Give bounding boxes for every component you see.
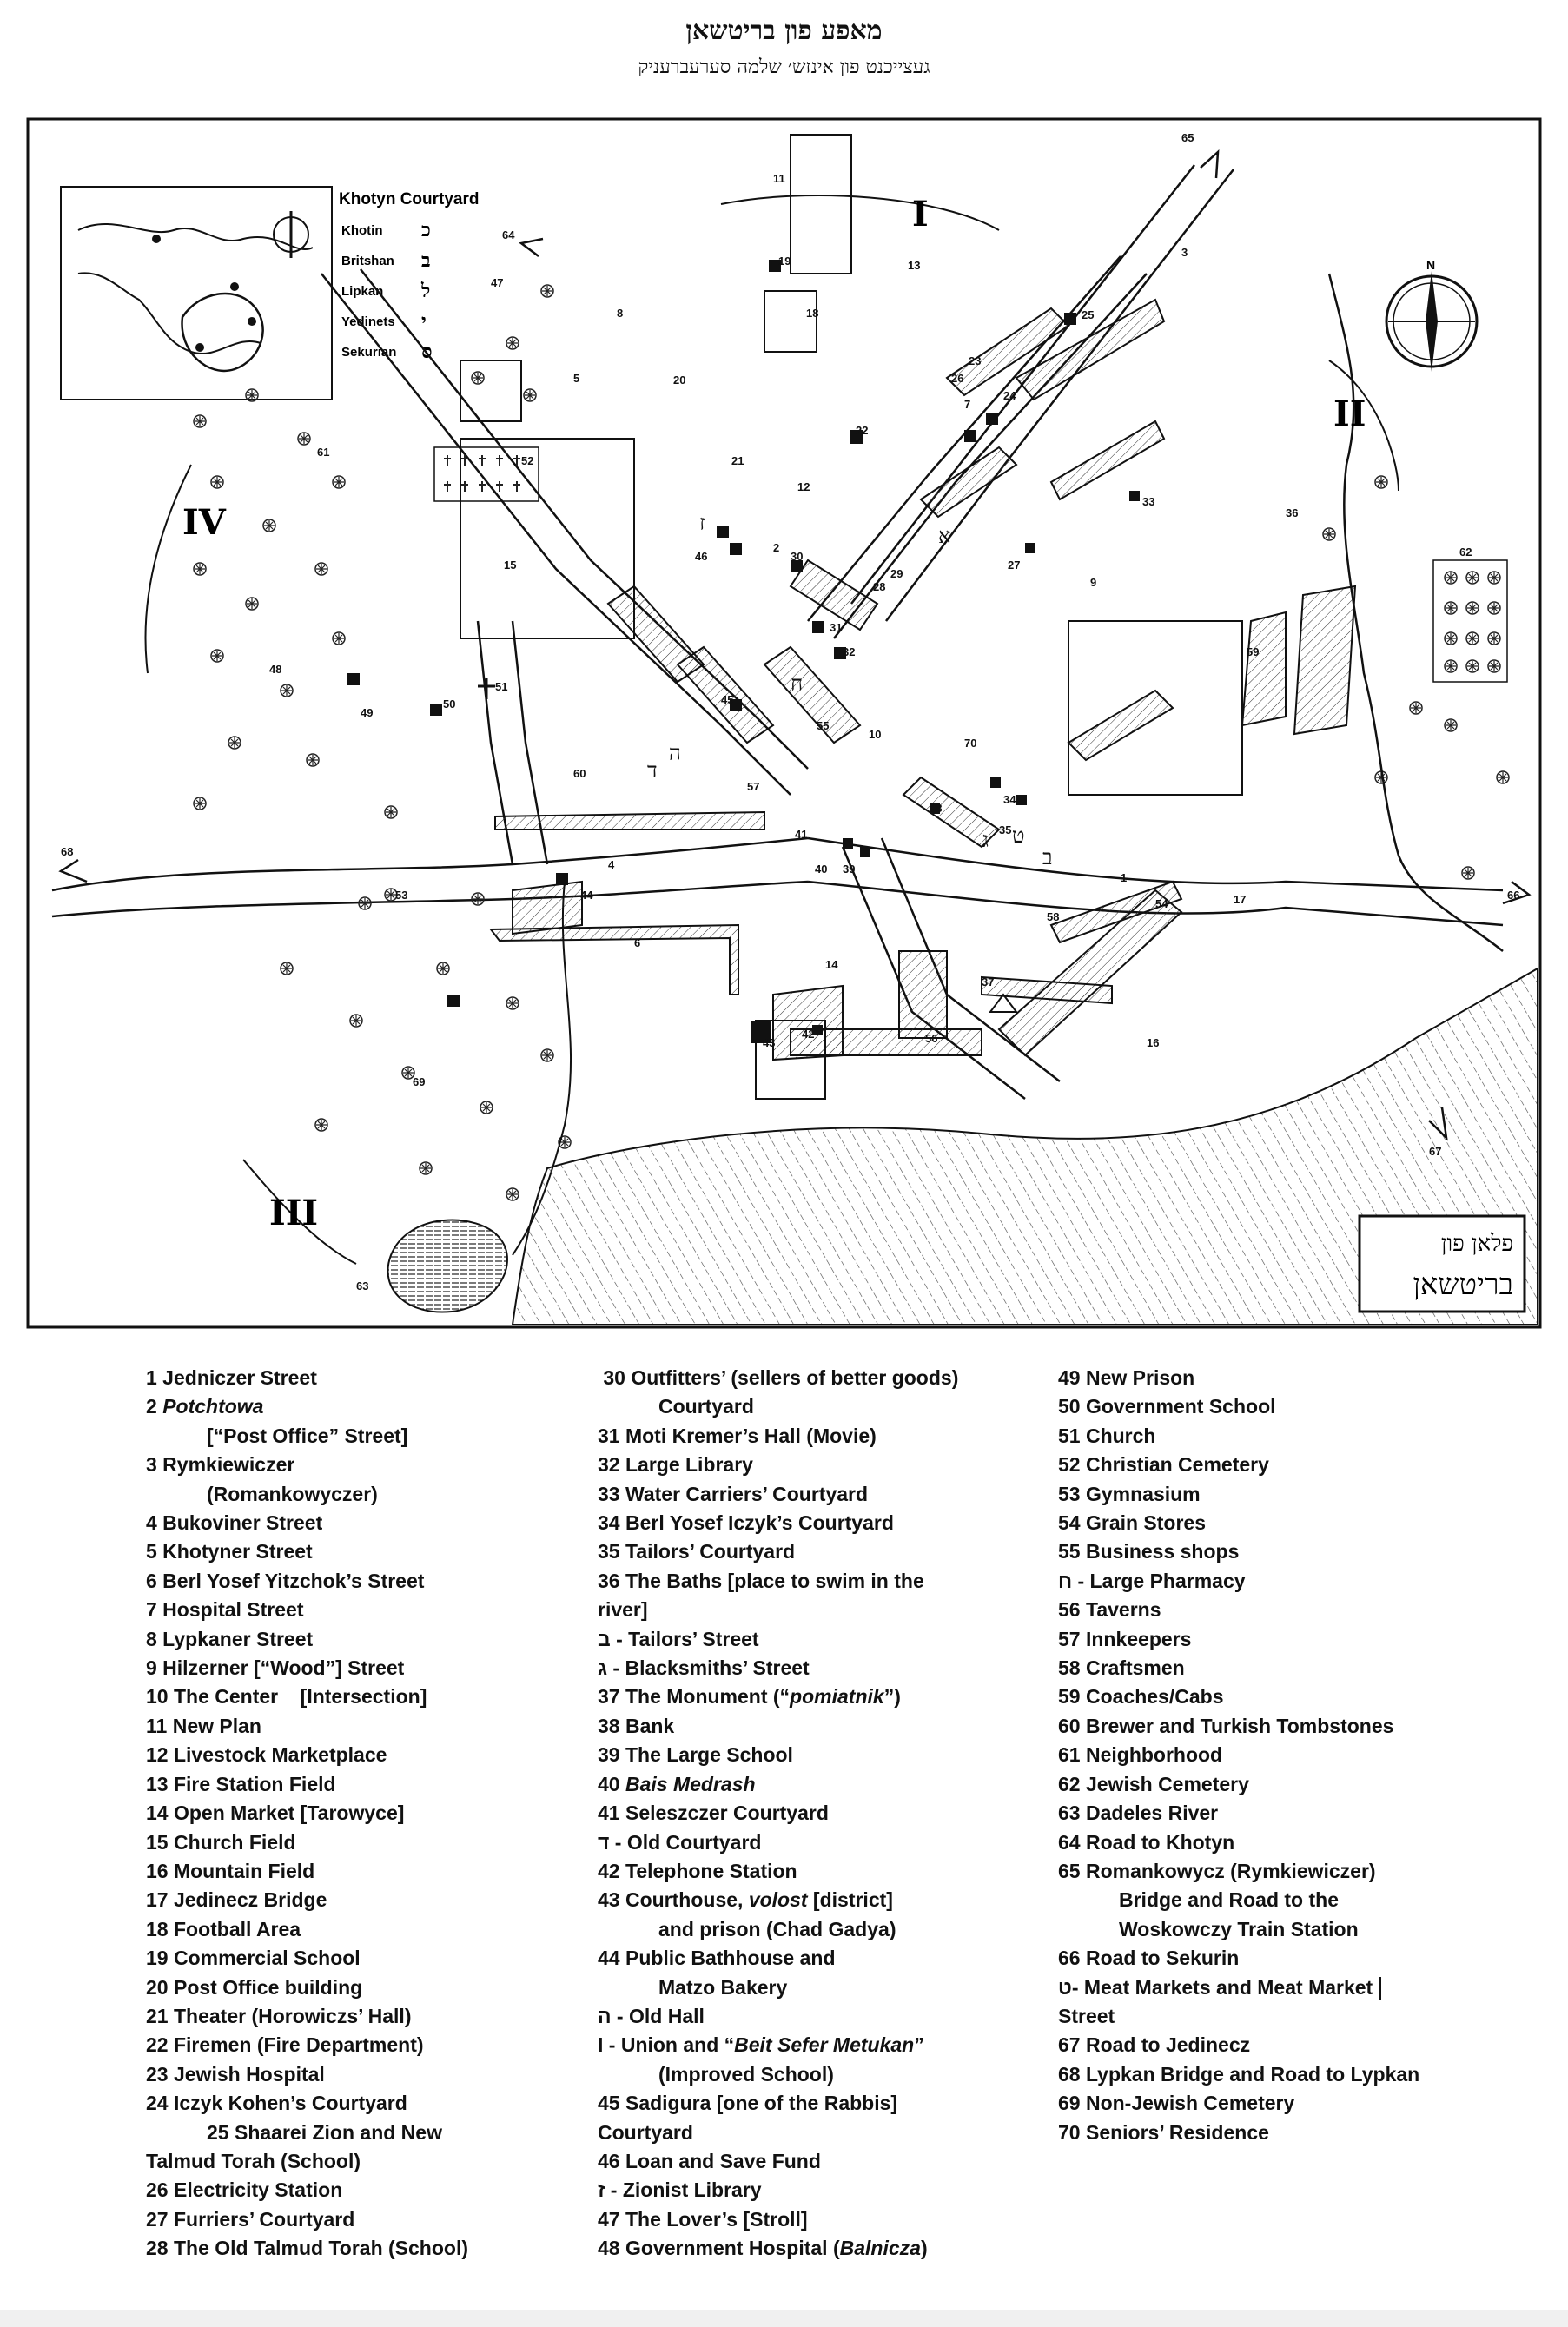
inset-item-name: Britshan: [341, 254, 394, 268]
label-3: 3: [1181, 246, 1188, 259]
town-map: [26, 117, 1542, 1329]
label-70: 70: [964, 737, 977, 750]
legend-italic: Balnicza: [839, 2237, 921, 2260]
roman-iii: III: [269, 1193, 319, 1233]
label-65: 65: [1181, 131, 1194, 144]
legend-item: 9 Hilzerner [“Wood”] Street: [146, 1656, 405, 1680]
legend-item: 52 Christian Cemetery: [1058, 1453, 1269, 1477]
legend-item: 66 Road to Sekurin: [1058, 1947, 1240, 1970]
label-20: 20: [673, 374, 686, 387]
legend-item: 13 Fire Station Field: [146, 1772, 336, 1795]
label-38: 38: [930, 802, 943, 815]
label-4: 4: [608, 858, 615, 871]
label-56: 56: [925, 1032, 938, 1045]
legend-item: (Improved School): [658, 2062, 834, 2086]
label-68: 68: [61, 845, 74, 858]
legend-item: Matzo Bakery: [658, 1975, 788, 1999]
legend-item: ג - Blacksmiths’ Street: [598, 1656, 810, 1680]
legend-column-3: [1058, 1364, 1419, 2147]
legend-item: Talmud Torah (School): [146, 2149, 361, 2172]
legend-item: 22 Firemen (Fire Department): [146, 2033, 424, 2057]
legend-item: 27 Furriers’ Courtyard: [146, 2207, 355, 2231]
legend-item: 62 Jewish Cemetery: [1058, 1772, 1249, 1795]
legend-item: 33 Water Carriers’ Courtyard: [598, 1482, 869, 1505]
label-14: 14: [825, 958, 838, 971]
label-21: 21: [731, 454, 744, 467]
roman-iv: IV: [182, 502, 226, 543]
legend-item: 2 Potchtowa: [146, 1395, 264, 1418]
north-letter: N: [1426, 258, 1436, 272]
legend-item: Courtyard: [598, 2120, 693, 2144]
legend-item: Street: [1058, 2004, 1115, 2027]
mark-dalet: ד: [647, 758, 658, 783]
legend-item: 50 Government School: [1058, 1395, 1276, 1418]
legend-item: 26 Electricity Station: [146, 2178, 343, 2202]
label-69: 69: [413, 1075, 426, 1088]
label-55: 55: [817, 719, 830, 732]
legend-item: 30 Outfitters’ (sellers of better goods): [598, 1366, 959, 1389]
label-30: 30: [791, 550, 804, 563]
inset-title: Khotyn Courtyard: [339, 190, 480, 208]
legend-item: 40 Bais Medrash: [598, 1772, 756, 1795]
legend-item: 63 Dadeles River: [1058, 1801, 1219, 1825]
label-10: 10: [869, 728, 882, 741]
legend-item: ז - Zionist Library: [598, 2178, 762, 2202]
legend-item: river]: [598, 1598, 648, 1622]
legend-item: 56 Taverns: [1058, 1598, 1161, 1622]
legend-item: 35 Tailors’ Courtyard: [598, 1540, 796, 1563]
label-61: 61: [317, 446, 330, 459]
map-subtitle: געצייכנט פון אינזש׳ שלמה סערעברעניק: [638, 56, 930, 78]
label-31: 31: [830, 621, 843, 634]
plan-label: [1360, 1216, 1525, 1312]
label-42: 42: [802, 1028, 815, 1041]
legend-item: Woskowczy Train Station: [1119, 1917, 1359, 1940]
legend-item: 34 Berl Yosef Iczyk’s Courtyard: [598, 1511, 894, 1535]
legend-item: 44 Public Bathhouse and: [598, 1947, 836, 1970]
legend-item: ח - Large Pharmacy: [1058, 1569, 1246, 1592]
legend-item: 59 Coaches/Cabs: [1058, 1685, 1224, 1709]
legend-italic: volost: [748, 1888, 808, 1912]
label-49: 49: [361, 706, 374, 719]
legend-item: ה - Old Hall: [598, 2004, 705, 2027]
legend-item: 70 Seniors’ Residence: [1058, 2120, 1269, 2144]
label-29: 29: [890, 567, 903, 580]
label-46: 46: [695, 550, 708, 563]
legend-item: 28 The Old Talmud Torah (School): [146, 2237, 468, 2260]
inset-item-mark: ב: [421, 249, 431, 272]
legend-item: 4 Bukoviner Street: [146, 1511, 323, 1535]
legend-item: 14 Open Market [Tarowyce]: [146, 1801, 405, 1825]
legend-item: 38 Bank: [598, 1714, 675, 1737]
label-51: 51: [495, 680, 508, 693]
label-64: 64: [502, 228, 515, 241]
legend-item: ב - Tailors’ Street: [598, 1627, 759, 1650]
label-12: 12: [797, 480, 810, 493]
label-52: 52: [521, 454, 534, 467]
legend-item: 64 Road to Khotyn: [1058, 1830, 1235, 1854]
legend-item: 32 Large Library: [598, 1453, 753, 1477]
label-32: 32: [843, 645, 856, 658]
bottom-strip: [0, 2310, 1568, 2327]
roman-ii: II: [1333, 393, 1366, 434]
legend-item: 37 The Monument (“pomiatnik”): [598, 1685, 901, 1709]
mark-hey: ה: [669, 741, 681, 765]
label-2: 2: [773, 541, 780, 554]
legend-item: 36 The Baths [place to swim in the: [598, 1569, 924, 1592]
label-66: 66: [1507, 889, 1520, 902]
mark-tet: ט: [1012, 823, 1025, 848]
label-11: 11: [773, 172, 785, 185]
label-18: 18: [806, 307, 819, 320]
label-24: 24: [1003, 389, 1016, 402]
legend-item: 45 Sadigura [one of the Rabbis]: [598, 2092, 898, 2115]
legend-item: 58 Craftsmen: [1058, 1656, 1185, 1680]
legend-item: Courtyard: [658, 1395, 754, 1418]
label-35: 35: [999, 823, 1012, 836]
legend-item: 16 Mountain Field: [146, 1859, 315, 1882]
legend-italic: pomiatnik: [790, 1685, 884, 1709]
inset-item-mark: כ: [421, 219, 431, 241]
legend-item: 11 New Plan: [146, 1714, 261, 1737]
legend-item: 54 Grain Stores: [1058, 1511, 1207, 1535]
label-63: 63: [356, 1279, 369, 1292]
inset-item-name: Sekurian: [341, 345, 397, 360]
label-62: 62: [1459, 545, 1472, 559]
legend-item: 53 Gymnasium: [1058, 1482, 1201, 1505]
label-16: 16: [1147, 1036, 1160, 1049]
label-53: 53: [395, 889, 408, 902]
inset-item-name: Yedinets: [341, 314, 395, 329]
legend-item: 47 The Lover’s [Stroll]: [598, 2207, 808, 2231]
label-54: 54: [1155, 897, 1168, 910]
legend-item: 41 Seleszczer Courtyard: [598, 1801, 829, 1825]
legend-item: 46 Loan and Save Fund: [598, 2149, 821, 2172]
legend-item: 25 Shaarei Zion and New: [207, 2120, 442, 2144]
legend-item: 12 Livestock Marketplace: [146, 1743, 387, 1767]
label-47: 47: [491, 276, 504, 289]
legend-item: 51 Church: [1058, 1424, 1156, 1447]
label-6: 6: [634, 936, 641, 949]
legend-item: (Romankowyczer): [207, 1482, 378, 1505]
legend-item: 49 New Prison: [1058, 1366, 1195, 1389]
legend-item: 67 Road to Jedinecz: [1058, 2033, 1251, 2057]
legend-item: 6 Berl Yosef Yitzchok’s Street: [146, 1569, 425, 1592]
legend-item: 23 Jewish Hospital: [146, 2062, 325, 2086]
label-9: 9: [1090, 576, 1097, 589]
legend-item: 17 Jedinecz Bridge: [146, 1888, 327, 1912]
legend-item: 24 Iczyk Kohen’s Courtyard: [146, 2092, 407, 2115]
label-26: 26: [951, 372, 964, 385]
legend-item: 68 Lypkan Bridge and Road to Lypkan: [1058, 2062, 1420, 2086]
legend-column-1: [146, 1364, 468, 2264]
legend-item: 61 Neighborhood: [1058, 1743, 1223, 1767]
legend-item: 18 Football Area: [146, 1917, 301, 1940]
legend-item: 69 Non-Jewish Cemetery: [1058, 2092, 1295, 2115]
legend-item: Bridge and Road to the: [1119, 1888, 1339, 1912]
map-title: מאפע פון בריטשאן: [685, 16, 883, 46]
label-19: 19: [778, 255, 791, 268]
legend-item: I - Union and “Beit Sefer Metukan”: [598, 2033, 924, 2057]
label-25: 25: [1082, 308, 1095, 321]
legend-text: ט- Meat Markets and Meat Market: [1058, 1975, 1373, 1999]
legend-item: 19 Commercial School: [146, 1947, 361, 1970]
label-23: 23: [969, 354, 982, 367]
legend-item: 20 Post Office building: [146, 1975, 363, 1999]
label-34: 34: [1003, 793, 1016, 806]
legend-item: 39 The Large School: [598, 1743, 793, 1767]
label-37: 37: [982, 975, 995, 988]
legend-item: 8 Lypkaner Street: [146, 1627, 314, 1650]
label-13: 13: [908, 259, 921, 272]
label-33: 33: [1142, 495, 1155, 508]
plan-label-line1: פלאן פון: [1440, 1231, 1513, 1257]
label-27: 27: [1008, 559, 1021, 572]
mark-bet: ב: [1042, 845, 1053, 869]
label-36: 36: [1286, 506, 1299, 519]
label-67: 67: [1429, 1145, 1442, 1158]
legend-item: 15 Church Field: [146, 1830, 296, 1854]
label-40: 40: [815, 863, 828, 876]
legend-item: 55 Business shops: [1058, 1540, 1240, 1563]
label-43: 43: [763, 1036, 776, 1049]
divider-mark: [1379, 1977, 1381, 2000]
label-58: 58: [1047, 910, 1060, 923]
inset-item-name: Khotin: [341, 223, 383, 238]
legend-italic: Potchtowa: [162, 1395, 264, 1418]
label-22: 22: [856, 424, 869, 437]
label-41: 41: [795, 828, 808, 841]
roman-i: I: [912, 194, 929, 235]
legend-item: 48 Government Hospital (Balnicza): [598, 2237, 928, 2260]
legend-item: 60 Brewer and Turkish Tombstones: [1058, 1714, 1394, 1737]
inset-item-mark: ל: [421, 280, 431, 302]
legend-italic: Beit Sefer Metukan: [734, 2033, 915, 2057]
label-45: 45: [721, 693, 734, 706]
legend-item: 5 Khotyner Street: [146, 1540, 313, 1563]
legend-item: 1 Jedniczer Street: [146, 1366, 317, 1389]
legend-item: 21 Theater (Horowiczs’ Hall): [146, 2004, 412, 2027]
label-59: 59: [1247, 645, 1260, 658]
label-50: 50: [443, 697, 456, 711]
legend-item: [1058, 1973, 1419, 2002]
legend-column-2: [598, 1364, 958, 2264]
label-1: 1: [1121, 871, 1128, 884]
legend-item: 10 The Center [Intersection]: [146, 1685, 427, 1709]
legend-item: [“Post Office” Street]: [207, 1424, 408, 1447]
legend-item: 57 Innkeepers: [1058, 1627, 1192, 1650]
label-7: 7: [964, 398, 971, 411]
legend-item: 43 Courthouse, volost [district]: [598, 1888, 893, 1912]
inset-item-mark: ס: [421, 340, 433, 363]
plan-label-line2: בריטשאן: [1413, 1267, 1513, 1302]
legend-item: 65 Romankowycz (Rymkiewiczer): [1058, 1859, 1376, 1882]
legend-item: 31 Moti Kremer’s Hall (Movie): [598, 1424, 877, 1447]
inset-map: [61, 187, 332, 400]
legend-italic: Bais Medrash: [625, 1772, 756, 1795]
label-15: 15: [504, 559, 517, 572]
legend-item: 7 Hospital Street: [146, 1598, 304, 1622]
label-60: 60: [573, 767, 586, 780]
label-28: 28: [873, 580, 886, 593]
legend-item: 42 Telephone Station: [598, 1859, 797, 1882]
legend-item: 3 Rymkiewiczer: [146, 1453, 295, 1477]
label-8: 8: [617, 307, 624, 320]
label-57: 57: [747, 780, 760, 793]
label-48: 48: [269, 663, 282, 676]
label-5: 5: [573, 372, 580, 385]
label-17: 17: [1234, 893, 1247, 906]
mark-aleph: א: [938, 524, 951, 548]
mark-chet: ח: [791, 671, 804, 696]
label-39: 39: [843, 863, 856, 876]
legend-item: ד - Old Courtyard: [598, 1830, 762, 1854]
mark-zayin: ז: [699, 511, 705, 535]
inset-item-name: Lipkan: [341, 284, 384, 299]
inset-item-mark: י: [421, 310, 427, 333]
label-44: 44: [580, 889, 593, 902]
mark-gimel: ג: [982, 828, 989, 852]
legend-item: and prison (Chad Gadya): [658, 1917, 896, 1940]
